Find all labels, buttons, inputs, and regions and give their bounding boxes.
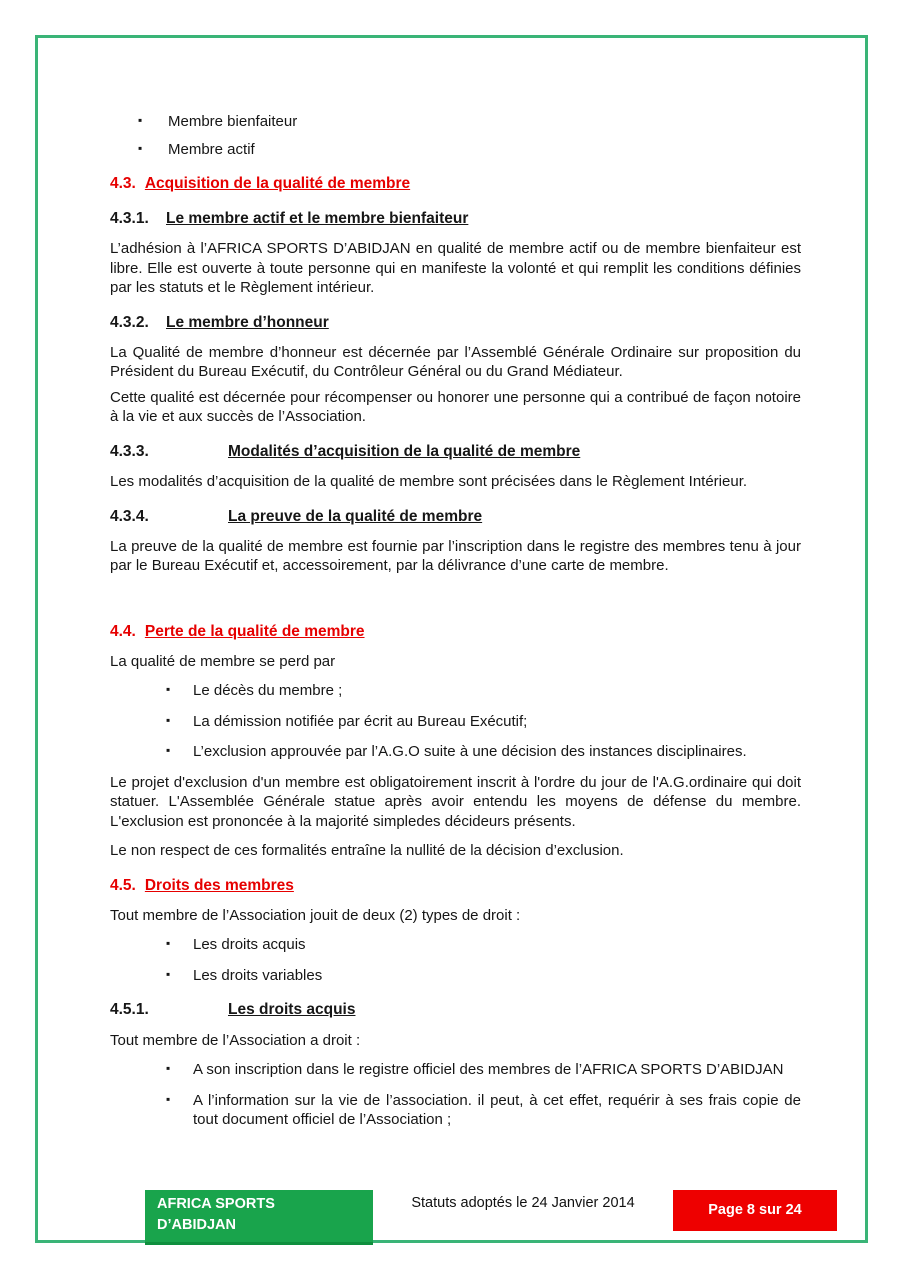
list-item-text: La démission notifiée par écrit au Bureau Exécutif; [193,712,528,730]
member-rights-list [110,935,801,985]
loss-of-membership-list [110,681,801,762]
paragraph: Le non respect de ces formalités entraîne la nullité de la décision d’exclusion. [110,842,624,860]
section-number: 4.5.1. [110,1001,149,1019]
list-item [138,112,801,132]
list-item [166,742,801,762]
bullet-icon: ▪ [166,743,171,758]
section-heading-4-3-4 [110,507,801,527]
list-item-text: Le décès du membre ; [193,682,343,700]
bullet-icon: ▪ [166,1091,171,1106]
page-content [110,109,801,1141]
footer-org-line2: D’ABIDJAN [157,1217,236,1234]
acquired-rights-list [110,1060,801,1130]
list-item [166,681,801,701]
section-title: Modalités d’acquisition de la qualité de membre [228,442,581,460]
list-item [166,966,801,986]
bullet-icon: ▪ [166,682,171,697]
section-heading-4-3-3 [110,442,801,462]
paragraph: La Qualité de membre d’honneur est décernée par l’Assemblé Générale Ordinaire sur proposition du Président du Bureau Exécutif, du Contrôleur Général ou du Grand Médiateur. [110,343,801,381]
list-item-text: A l’information sur la vie de l’association. il peut, à cet effet, requérir à ses frais copie de tout document officiel de l’Association ; [193,1091,801,1129]
paragraph: Le projet d'exclusion d'un membre est obligatoirement inscrit à l'ordre du jour de l'A.G.ordinaire qui doit statuer. L'Assemblée Générale statue après avoir entendu les moyens de défense du membre. L'exclusion est prononcée à la majorité simpledes décideurs présents. [110,773,801,830]
section-title: Acquisition de la qualité de membre [144,175,411,192]
paragraph: La preuve de la qualité de membre est fournie par l’inscription dans le registre des membres tenu à jour par le Bureau Exécutif et, accessoirement, par la délivrance d’une carte de membre. [110,537,801,575]
list-item-text: L’exclusion approuvée par l’A.G.O suite à une décision des instances disciplinaires. [193,743,747,761]
paragraph: L’adhésion à l’AFRICA SPORTS D’ABIDJAN en qualité de membre actif ou de membre bienfaiteur est libre. Elle est ouverte à toute personne qui en manifeste la volonté et qui remplit les conditions définies par les statuts et le Règlement intérieur. [110,240,801,297]
list-item [166,1060,801,1080]
footer-org-line1: AFRICA SPORTS [157,1196,275,1212]
section-number: 4.3.4. [110,507,149,525]
section-number: 4.4. [110,622,136,640]
list-item-text: Membre bienfaiteur [168,113,298,130]
section-title: Les droits acquis [228,1001,356,1019]
footer-center-text: Statuts adoptés le 24 Janvier 2014 [411,1195,635,1211]
paragraph: Tout membre de l’Association a droit : [110,1031,361,1049]
member-types-list [110,112,801,159]
paragraph: Tout membre de l’Association jouit de deux (2) types de droit : [110,906,521,924]
bullet-icon: ▪ [166,1061,171,1076]
section-title: La preuve de la qualité de membre [228,507,483,525]
list-item [166,1091,801,1130]
section-number: 4.3. [110,175,136,192]
section-title: Perte de la qualité de membre [144,622,365,640]
section-number: 4.3.2. [110,313,149,331]
list-item [166,935,801,955]
section-heading-4-4 [110,622,801,642]
section-heading-4-5 [110,876,801,896]
bullet-icon: ▪ [166,936,171,951]
footer-page-box: Page 8 sur 24 [673,1190,837,1231]
section-title: Le membre d’honneur [166,313,329,331]
footer-org-box [145,1190,373,1245]
section-heading-4-3-2 [110,313,801,333]
paragraph: Cette qualité est décernée pour récompenser ou honorer une personne qui a contribué de façon notoire à la vie et aux succès de l’Association. [110,388,801,426]
section-number: 4.3.3. [110,442,149,460]
section-title: Droits des membres [144,876,294,894]
section-heading-4-5-1 [110,1000,801,1020]
section-heading-4-3-1 [110,209,801,229]
bullet-icon: ▪ [138,113,143,127]
bullet-icon: ▪ [138,140,143,155]
section-heading-4-3 [110,174,801,194]
list-item-text: A son inscription dans le registre officiel des membres de l’AFRICA SPORTS D’ABIDJAN [193,1061,784,1079]
list-item [166,712,801,732]
paragraph: Les modalités d’acquisition de la qualité de membre sont précisées dans le Règlement Intérieur. [110,473,748,491]
paragraph: La qualité de membre se perd par [110,652,336,670]
section-number: 4.3.1. [110,210,149,228]
list-item-text: Les droits variables [193,966,323,984]
list-item-text: Membre actif [168,140,255,158]
bullet-icon: ▪ [166,712,171,727]
section-number: 4.5. [110,876,136,894]
page-footer [145,1190,837,1245]
bullet-icon: ▪ [166,966,171,981]
section-title: Le membre actif et le membre bienfaiteur [166,210,469,228]
list-item [138,140,801,160]
page-border-frame [35,35,868,1243]
list-item-text: Les droits acquis [193,936,306,954]
